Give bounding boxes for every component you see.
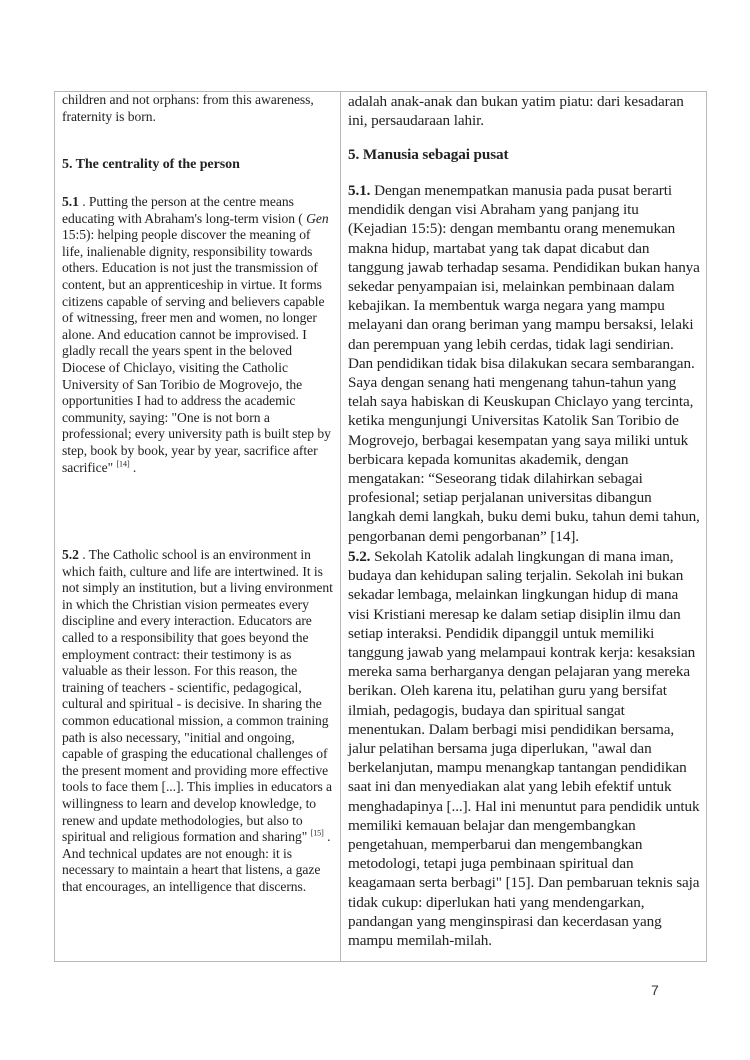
english-section-heading: 5. The centrality of the person [62, 157, 240, 172]
footnote-reference-14[interactable]: [14] [116, 458, 130, 468]
english-paragraph-5-1: 5.1 . Putting the person at the centre means educating with Abraham's long-term vision ( Gen 15:5): helping people discover the meaning of life, inalienable dignity, responsibility towards others. Education is not just the transmission of content, but an apprenticeship in virtue. It forms citizens capable of serving and believers capable of witnessing, freer men and women, no longer alone. And education cannot be improvised. I gladly recall the years spent in the beloved Diocese of Chiclayo, visiting the Catholic University of San Toribio de Mogrovejo, the opportunities I had to address the academic community, saying: "One is not born a professional; every university path is built step by step, book by book, year by year, sacrifice after sacrifice" [14] . [62, 194, 331, 475]
paragraph-number: 5.2 [62, 547, 79, 562]
bilingual-table [54, 91, 707, 962]
english-carryover-text: children and not orphans: from this awareness, fraternity is born. [62, 92, 314, 124]
paragraph-number: 5.1. [348, 182, 371, 199]
paragraph-number: 5.2. [348, 548, 371, 565]
indonesian-section-heading: 5. Manusia sebagai pusat [348, 146, 509, 163]
english-paragraph-5-2: 5.2 . The Catholic school is an environment in which faith, culture and life are intertwined. It is not simply an institution, but a living environment in which the Christian vision permeates every discipline and every interaction. Educators are called to a responsibility that goes beyond the employment contract: their testimony is as valuable as their lesson. For this reason, the training of teachers - scientific, pedagogical, cultural and spiritual - is decisive. In sharing the common educational mission, a common training path is also necessary, "initial and ongoing, capable of grasping the educational challenges of the present moment and providing more effective tools to face them [...]. This implies in educators a willingness to learn and develop knowledge, to renew and update methodologies, but also to spiritual and religious formation and sharing" [15] . And technical updates are not enough: it is necessary to maintain a heart that listens, a gaze that encourages, an intelligence that discerns. [62, 547, 333, 894]
paragraph-number: 5.1 [62, 194, 79, 209]
page-number: 7 [651, 982, 659, 998]
indonesian-paragraph-5-1: 5.1. Dengan menempatkan manusia pada pusat berarti mendidik dengan visi Abraham yang panjang itu (Kejadian 15:5): dengan membantu orang menemukan makna hidup, martabat yang tak dapat dicabut dan tanggung jawab terhadap sesama. Pendidikan bukan hanya sekedar penyampaian isi, melainkan pembinaan dalam kebajikan. Ia membentuk warga negara yang mampu melayani dan orang beriman yang mampu bersaksi, lelaki dan perempuan yang lebih cerdas, tidak lagi sendirian. Dan pendidikan tidak bisa dilakukan secara sembarangan. Saya dengan senang hati mengenang tahun-tahun yang telah saya habiskan di Keuskupan Chiclayo yang tercinta, ketika mengunjungi Universitas Katolik San Toribio de Mogrovejo, berbagai kesempatan yang saya miliki untuk berbicara kepada komunitas akademik, dengan mengatakan: “Seseorang tidak dilahirkan sebagai profesional; setiap perjalanan universitas dibangun langkah demi langkah, buku demi buku, tahun demi tahun, pengorbanan demi pengorbanan” [14]. [348, 182, 700, 545]
indonesian-paragraph-5-2: 5.2. Sekolah Katolik adalah lingkungan di mana iman, budaya dan kehidupan saling terjalin. Sekolah ini bukan sekadar lembaga, melainkan lingkungan hidup di mana visi Kristiani meresap ke dalam setiap disiplin ilmu dan setiap interaksi. Pendidik dipanggil untuk memiliki tanggung jawab yang melampaui kontrak kerja: kesaksian mereka sama berharganya dengan pelajaran yang mereka berikan. Oleh karena itu, pelatihan guru yang bersifat ilmiah, pedagogis, budaya dan spiritual sangat menentukan. Dalam berbagi misi pendidikan bersama, jalur pelatihan bersama juga diperlukan, "awal dan berkelanjutan, mampu menangkap tantangan pendidikan saat ini dan menyediakan alat yang lebih efektif untuk menghadapinya [...]. Hal ini menuntut para pendidik untuk memiliki kemauan belajar dan mengembangkan pengetahuan, memperbarui dan mengembangkan metodologi, tetapi juga pembinaan spiritual dan keagamaan serta berbagi" [15]. Dan pembaruan teknis saja tidak cukup: diperlukan hati yang mendengarkan, pandangan yang menginspirasi dan kecerdasan yang mampu memilah-milah. [348, 548, 700, 950]
column-divider [340, 92, 341, 961]
indonesian-carryover-text: adalah anak-anak dan bukan yatim piatu: dari kesadaran ini, persaudaraan lahir. [348, 93, 684, 130]
scripture-reference: Gen [306, 210, 329, 226]
footnote-reference-15[interactable]: [15] [310, 828, 324, 838]
